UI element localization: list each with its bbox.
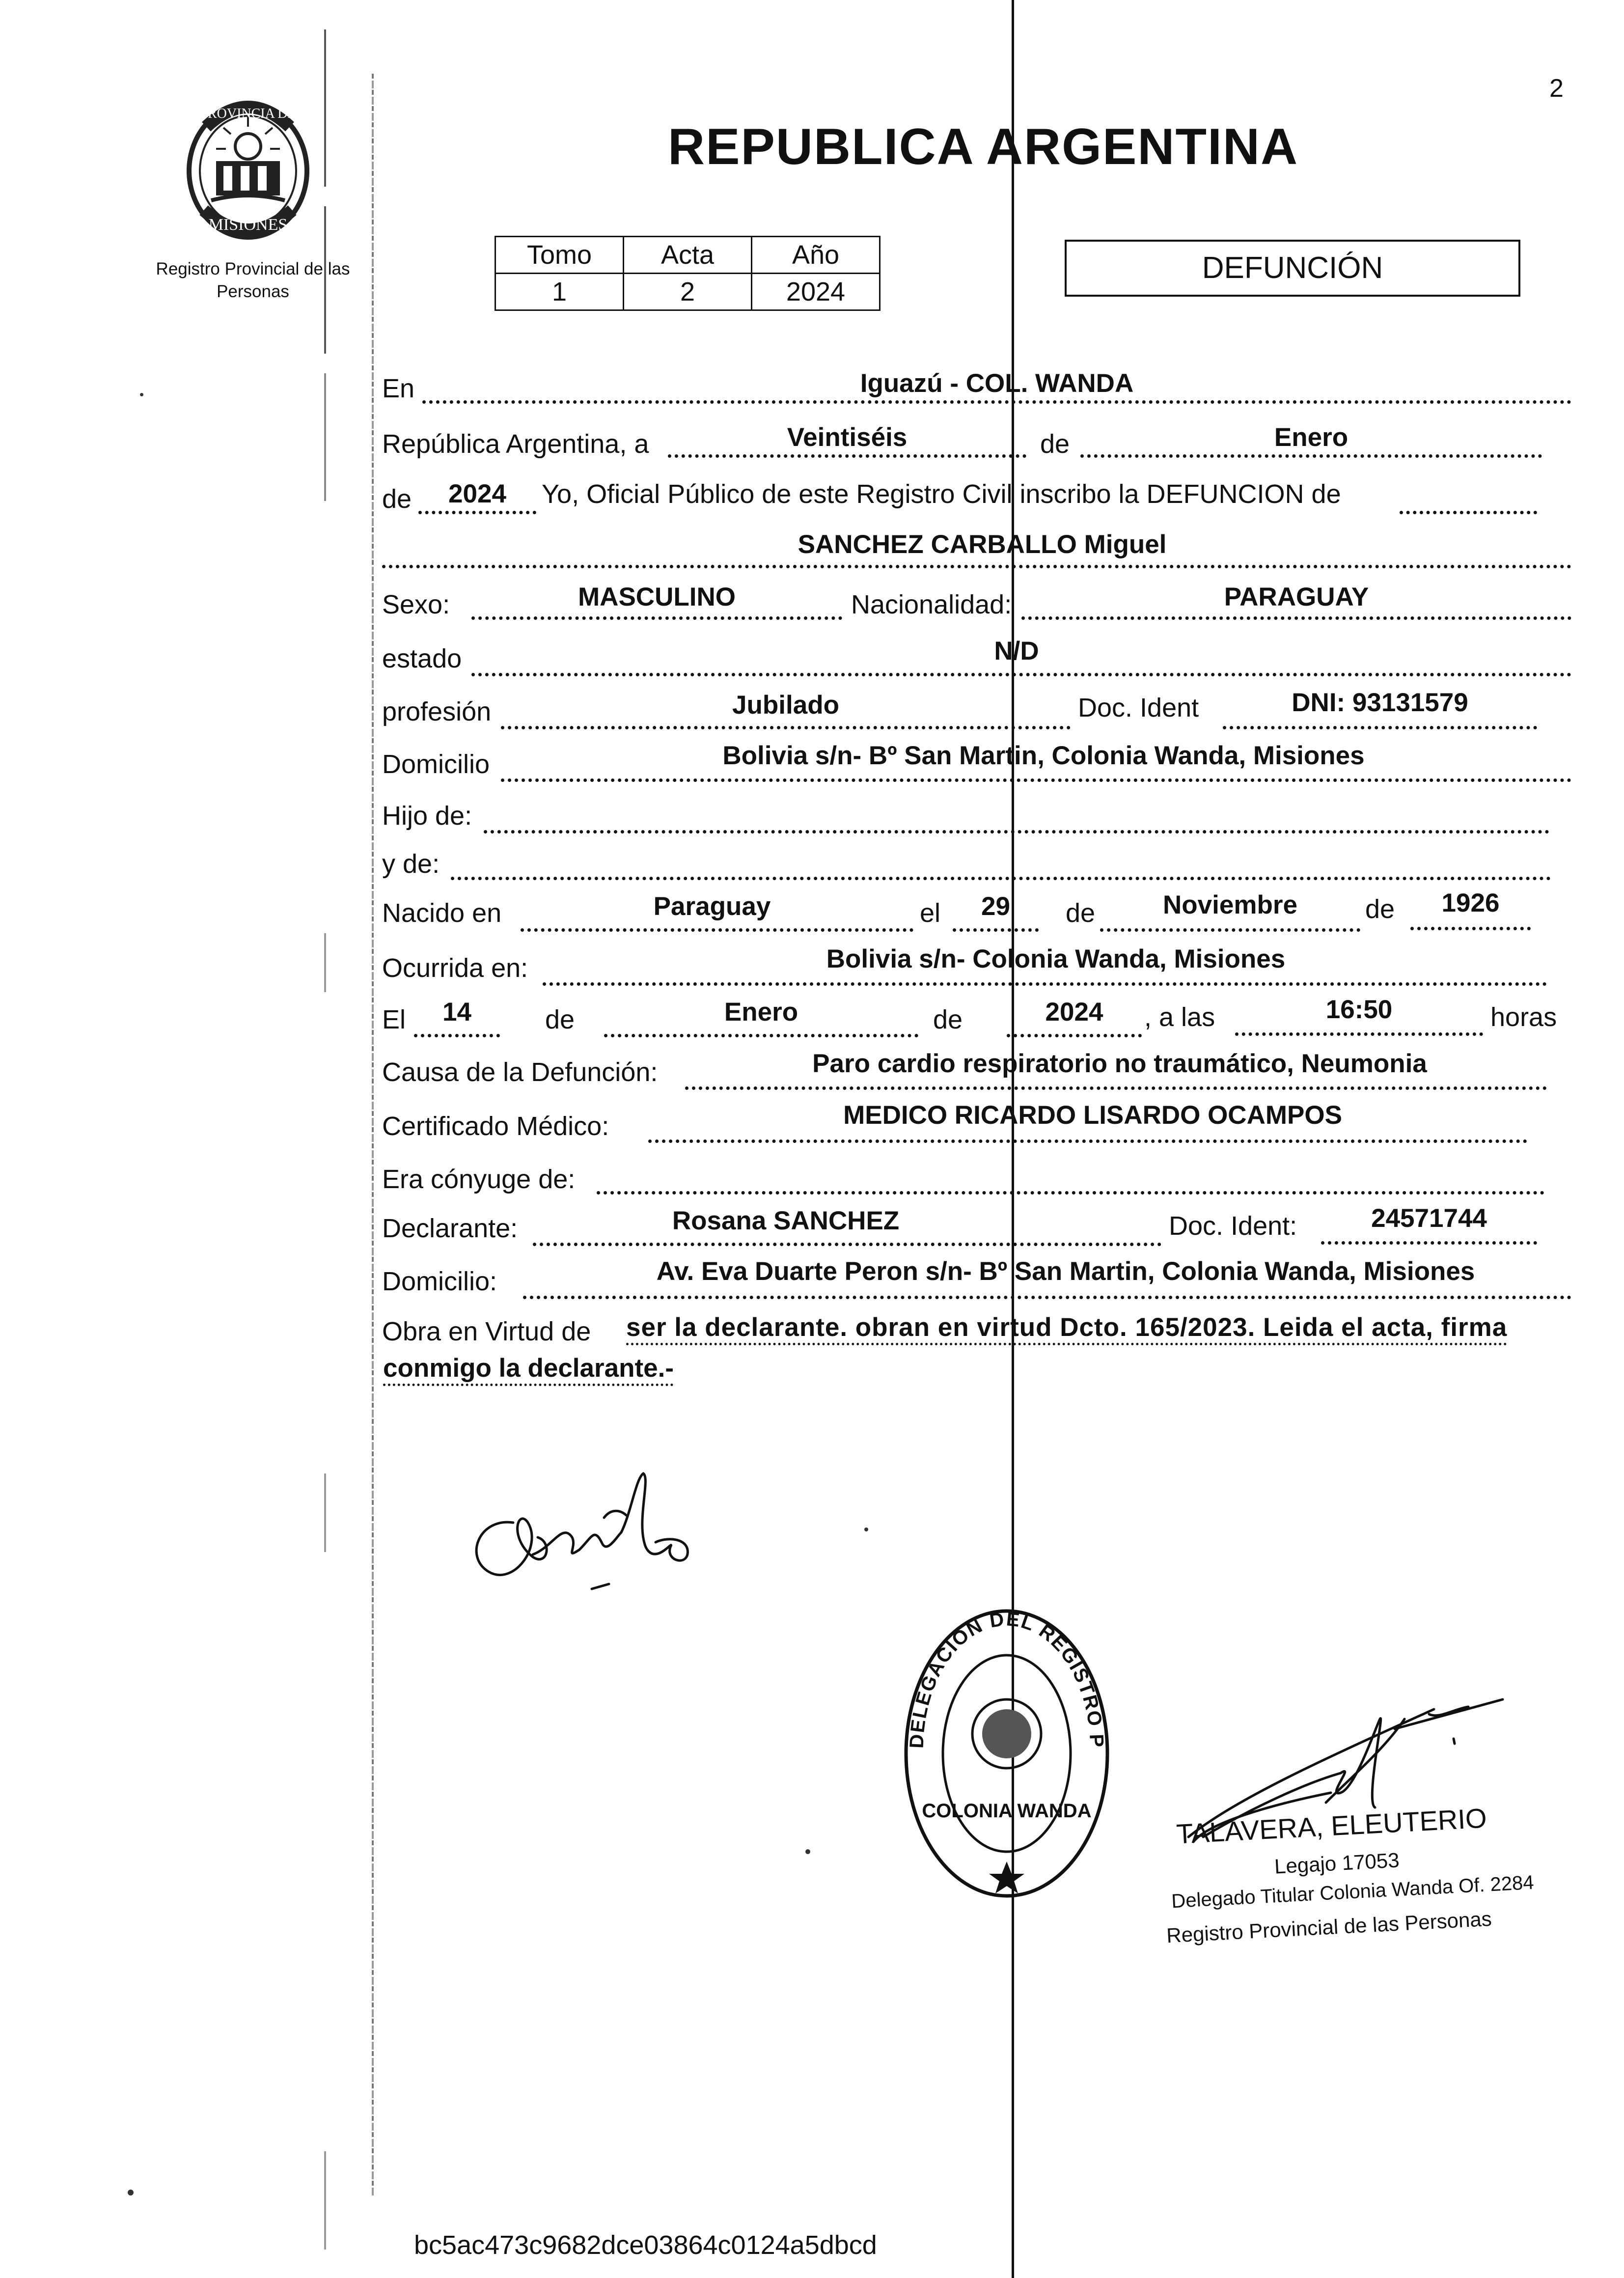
ocurrida-label: Ocurrida en:: [382, 953, 528, 983]
year-value: 2024: [448, 479, 506, 508]
official-name: TALAVERA, ELEUTERIO: [1175, 1802, 1487, 1850]
death-time-value: 16:50: [1325, 995, 1393, 1024]
deceased-name-value: SANCHEZ CARBALLO Miguel: [798, 530, 1167, 559]
declarant-signature: [459, 1464, 705, 1611]
dotted-line: [484, 830, 1549, 833]
dotted-line: [501, 778, 1571, 782]
sexo-label: Sexo:: [382, 590, 450, 619]
page-number: 2: [1549, 74, 1564, 103]
svg-text:DELEGACION DEL REGISTRO PROVIN: DELEGACION DEL REGISTRO P: [906, 1608, 1108, 1749]
dotted-line: [604, 1034, 918, 1037]
declarante-value: Rosana SANCHEZ: [672, 1206, 900, 1235]
republica-label: República Argentina, a: [382, 429, 649, 459]
dotted-line: [422, 400, 1571, 404]
margin-dash: [324, 1473, 326, 1552]
obra-text-line1: ser la declarante. obran en virtud Dcto. 165/2023. Leida el acta, firma: [626, 1313, 1508, 1342]
acta-header: Acta: [624, 237, 752, 274]
doc2-label: Doc. Ident:: [1169, 1211, 1297, 1241]
nacionalidad-value: PARAGUAY: [1224, 583, 1369, 611]
birth-de2-label: de: [1365, 894, 1395, 924]
death-de2-label: de: [933, 1005, 963, 1034]
profesion-label: profesión: [382, 697, 492, 726]
death-de1-label: de: [545, 1005, 575, 1034]
horas-label: horas: [1490, 1002, 1557, 1032]
yde-label: y de:: [382, 849, 440, 879]
day-words-value: Veintiséis: [787, 423, 908, 452]
svg-text:COLONIA WANDA: COLONIA WANDA: [922, 1800, 1092, 1822]
official-registry: Registro Provincial de las Personas: [1166, 1907, 1492, 1947]
tomo-header: Tomo: [495, 237, 624, 274]
domicilio2-label: Domicilio:: [382, 1267, 497, 1296]
dotted-line: [1007, 1034, 1142, 1037]
svg-text:PROVINCIA DE: PROVINCIA DE: [200, 106, 296, 121]
obra-label: Obra en Virtud de: [382, 1317, 591, 1346]
birth-de1-label: de: [1066, 898, 1096, 928]
document-hash: bc5ac473c9682dce03864c0124a5dbcd: [414, 2230, 877, 2260]
profesion-value: Jubilado: [732, 691, 839, 720]
death-day-value: 14: [442, 998, 471, 1027]
province-coat-of-arms-logo: [177, 87, 319, 250]
birth-month-value: Noviembre: [1163, 890, 1297, 919]
margin-dash: [324, 2151, 326, 2250]
obra-text-line2: conmigo la declarante.-: [383, 1354, 674, 1383]
dotted-line: [414, 1034, 500, 1037]
de-label: de: [1040, 429, 1070, 459]
domicilio2-value: Av. Eva Duarte Peron s/n- Bº San Martin, Colonia Wanda, Misiones: [656, 1257, 1475, 1286]
dotted-line: [1100, 928, 1360, 932]
dotted-line: [543, 982, 1547, 986]
en-label: En: [382, 374, 415, 403]
birth-year-value: 1926: [1441, 889, 1500, 917]
scan-speck: [864, 1528, 868, 1531]
scan-speck: [805, 1849, 810, 1854]
sexo-value: MASCULINO: [578, 583, 736, 611]
dotted-line: [953, 928, 1039, 932]
dotted-line: [471, 673, 1571, 676]
dotted-line: [521, 928, 913, 932]
dotted-line: [1400, 511, 1537, 514]
conyuge-label: Era cónyuge de:: [382, 1165, 576, 1194]
birth-day-value: 29: [981, 892, 1010, 921]
month-value: Enero: [1274, 423, 1349, 452]
dotted-line: [685, 1086, 1547, 1090]
ocurrida-en-value: Bolivia s/n- Colonia Wanda, Misiones: [826, 945, 1286, 973]
dotted-line: [597, 1191, 1544, 1195]
causa-label: Causa de la Defunción:: [382, 1057, 658, 1087]
death-year-value: 2024: [1045, 998, 1103, 1027]
dotted-line: [523, 1296, 1571, 1299]
doc-label: Doc. Ident: [1078, 693, 1199, 722]
dotted-line: [533, 1243, 1161, 1246]
acta-value: 2: [624, 274, 752, 310]
death-month-value: Enero: [724, 998, 798, 1027]
registry-label: Registro Provincial de las Personas: [156, 259, 350, 301]
official-legajo: Legajo 17053: [1273, 1848, 1400, 1878]
binding-margin-line: [372, 74, 374, 2195]
dotted-line: [471, 616, 842, 620]
dotted-line: [382, 565, 1571, 568]
dotted-line: [1021, 616, 1571, 620]
anio-header: Año: [752, 237, 880, 274]
anio-value: 2024: [752, 274, 880, 310]
officer-text: Yo, Oficial Público de este Registro Civil inscribo la DEFUNCION de: [542, 479, 1341, 509]
year-prefix-label: de: [382, 484, 412, 514]
dotted-line: [1080, 454, 1542, 458]
estado-value: N/D: [994, 637, 1039, 666]
margin-dash: [324, 373, 326, 501]
declarante-label: Declarante:: [382, 1214, 518, 1243]
doc2-value: 24571744: [1371, 1204, 1487, 1233]
dotted-line: [1235, 1032, 1483, 1036]
dotted-line: [501, 726, 1071, 729]
certificado-label: Certificado Médico:: [382, 1111, 609, 1141]
scan-speck: [140, 393, 143, 396]
doc-value: DNI: 93131579: [1292, 688, 1468, 717]
dotted-line: [418, 511, 536, 514]
dotted-line: [451, 877, 1551, 880]
estado-label: estado: [382, 644, 462, 673]
alas-label: , a las: [1144, 1002, 1215, 1032]
margin-dash: [324, 933, 326, 992]
record-type-box: DEFUNCIÓN: [1065, 240, 1520, 297]
dotted-line: [648, 1139, 1527, 1143]
dotted-line: [1410, 927, 1531, 930]
svg-text:MISIONES: MISIONES: [208, 216, 288, 234]
document-title: REPUBLICA ARGENTINA: [668, 118, 1299, 175]
certificado-value: MEDICO RICARDO LISARDO OCAMPOS: [843, 1101, 1342, 1130]
record-reference-table: [495, 236, 881, 311]
causa-value: Paro cardio respiratorio no traumático, Neumonia: [812, 1049, 1427, 1078]
el-label: el: [920, 898, 941, 928]
domicilio-value: Bolivia s/n- Bº San Martin, Colonia Wanda, Misiones: [722, 741, 1365, 770]
nacido-en-value: Paraguay: [653, 892, 771, 921]
nacido-label: Nacido en: [382, 898, 502, 928]
hijo-label: Hijo de:: [382, 801, 472, 831]
margin-dash: [324, 29, 326, 187]
place-value: Iguazú - COL. WANDA: [860, 369, 1134, 398]
scan-fold-line: [1012, 0, 1014, 2278]
dotted-line: [1321, 1241, 1537, 1245]
tomo-value: 1: [495, 274, 624, 310]
registry-seal-stamp: [894, 1586, 1120, 1906]
el2-label: El: [382, 1005, 406, 1034]
official-role: Delegado Titular Colonia Wanda Of. 2284: [1171, 1871, 1535, 1913]
nacionalidad-label: Nacionalidad:: [851, 590, 1012, 619]
scan-speck: [128, 2190, 134, 2195]
dotted-line: [668, 454, 1026, 458]
domicilio-label: Domicilio: [382, 750, 490, 779]
dotted-line: [1223, 726, 1537, 729]
